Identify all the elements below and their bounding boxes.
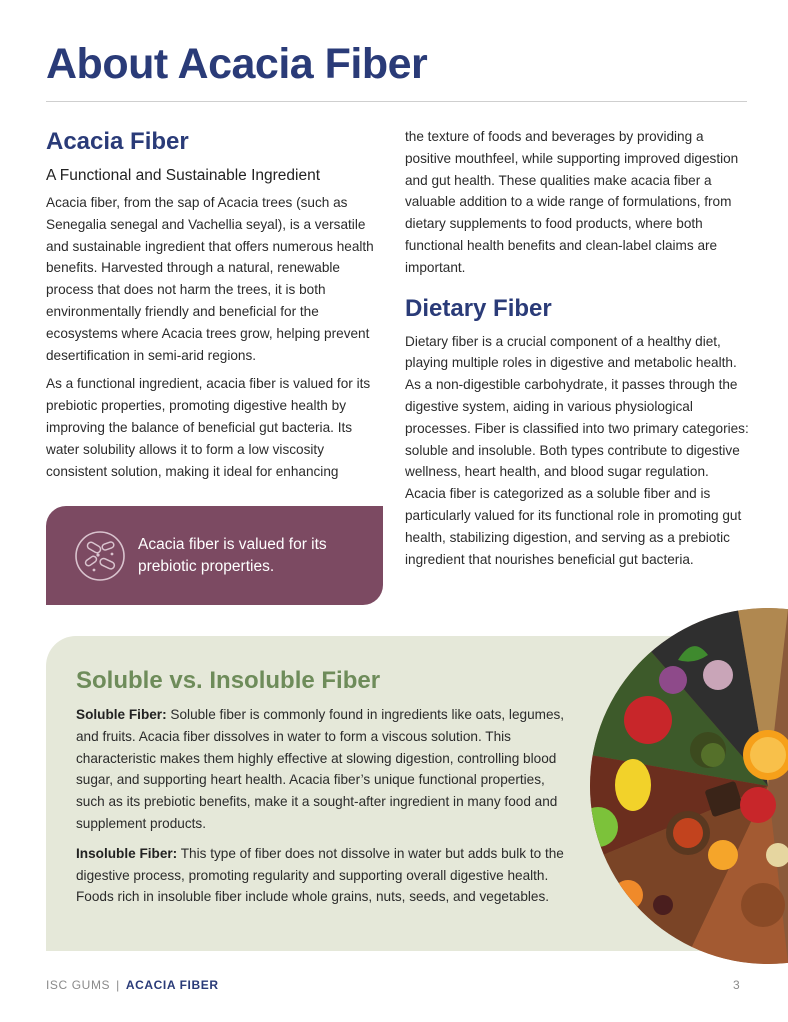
footer	[46, 978, 219, 992]
soluble-fiber-paragraph	[76, 704, 566, 835]
insoluble-fiber-label: Insoluble Fiber:	[76, 845, 178, 861]
acacia-functional-paragraph: As a functional ingredient, acacia fiber is valued for its prebiotic properties, promoting digestive health by improving the balance of beneficial gut bacteria. Its water solubility allows it to form a low viscosity consistent solution, making it ideal for enhancing	[46, 376, 371, 479]
insoluble-fiber-text: This type of fiber does not dissolve in water but adds bulk to the digestive process, promoting regularity and supporting overall digestive health. Foods rich in insoluble fiber include whole grains, nuts, seeds, and vegetables.	[76, 845, 564, 905]
footer-document-title: ACACIA FIBER	[125, 978, 219, 992]
prebiotic-callout	[46, 506, 383, 605]
footer-brand: ISC GUMS	[46, 978, 111, 992]
gut-bacteria-icon	[74, 530, 126, 582]
fiber-types-heading: Soluble vs. Insoluble Fiber	[76, 667, 381, 694]
callout-text: Acacia fiber is valued for its prebiotic properties.	[138, 535, 327, 575]
insoluble-fiber-paragraph	[76, 843, 566, 908]
acacia-fiber-heading: Acacia Fiber	[46, 128, 189, 155]
acacia-continuation-paragraph: the texture of foods and beverages by providing a positive mouthfeel, while supporting improved digestion and gut health. These qualities make acacia fiber a valuable addition to a wide range of formulations, from dietary supplements to food products, where both functional health benefits and clean-label claims are important.	[405, 129, 739, 275]
acacia-intro-paragraph: Acacia fiber, from the sap of Acacia trees (such as Senegalia senegal and Vachellia seyal), is a versatile and sustainable ingredient that offers numerous health benefits. Harvested through a natural, renewable process that does not harm the trees, it is both environmentally friendly and beneficial for the ecosystems where Acacia trees grow, helping prevent desertification in semi-arid regions.	[46, 195, 374, 363]
fiber-types-content	[76, 664, 566, 908]
fiber-rich-foods-image	[568, 605, 788, 967]
acacia-fiber-subheading: A Functional and Sustainable Ingredient	[46, 167, 321, 184]
page-number: 3	[733, 978, 740, 992]
left-column	[46, 126, 384, 482]
soluble-fiber-text: Soluble fiber is commonly found in ingredients like oats, legumes, and fruits. Acacia fiber dissolves in water to form a viscous solution. This characteristic makes them highly effective at slowing digestion, controlling blood sugar, and supporting heart health. Acacia fiber’s unique functional properties, such as its prebiotic benefits, make it a sought-after ingredient in many food and supplement products.	[76, 707, 565, 831]
footer-separator: |	[116, 978, 120, 992]
page-title: About Acacia Fiber	[46, 40, 428, 88]
title-divider	[46, 101, 747, 102]
right-column	[405, 126, 750, 570]
soluble-fiber-label: Soluble Fiber:	[76, 707, 167, 722]
dietary-fiber-paragraph: Dietary fiber is a crucial component of a healthy diet, playing multiple roles in digestive and metabolic health. As a non-digestible carbohydrate, it passes through the digestive system, aiding in various physiological processes. Fiber is classified into two primary categories: soluble and insoluble. Both types contribute to digestive wellness, heart health, and blood sugar regulation. Acacia fiber is categorized as a soluble fiber and is particularly valued for its functional role in promoting gut health, stabilizing digestion, and serving as a prebiotic ingredient that nourishes beneficial gut bacteria.	[405, 333, 749, 567]
dietary-fiber-heading: Dietary Fiber	[405, 294, 552, 322]
